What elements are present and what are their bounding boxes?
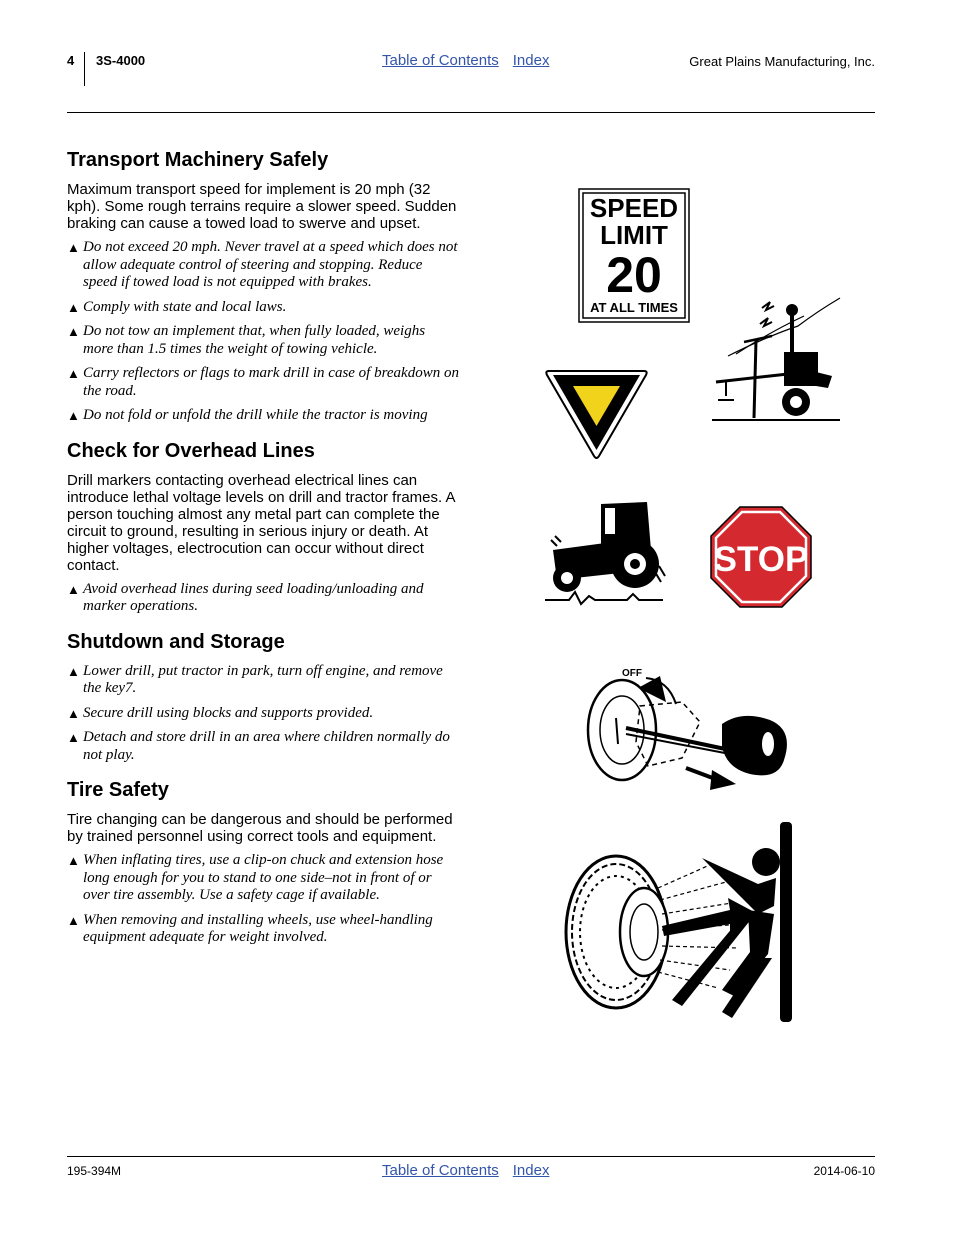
- bullet-item: ▲ Do not tow an implement that, when fully loaded, weighs more than 1.5 times the weight of towing vehicle.: [67, 323, 459, 358]
- tire-explosion-hazard-icon: [562, 818, 798, 1028]
- section-body: Drill markers contacting overhead electrical lines can introduce lethal voltage levels on drill and tractor frames. A person touching almost any metal part can complete the circuit to ground, resulting in serious injury or death. At higher voltages, electrocution can occur without direct contact.: [67, 471, 455, 574]
- section-shutdown: [67, 630, 459, 765]
- section-body: Tire changing can be dangerous and should be performed by trained personnel using correct tools and equipment.: [67, 811, 453, 845]
- ignition-off-label: OFF: [622, 668, 642, 679]
- ignition-key-off-icon: [582, 662, 794, 794]
- section-overhead-lines: [67, 439, 459, 616]
- header-rule: [67, 112, 875, 113]
- overhead-power-line-icon: [708, 296, 844, 422]
- footer-index-link[interactable]: Index: [512, 1162, 550, 1179]
- bullet-item: ▲ Detach and store drill in an area where children normally do not play.: [67, 729, 459, 764]
- header-divider: [84, 52, 85, 86]
- header-toc-link[interactable]: Table of Contents: [382, 52, 499, 69]
- bullet-item: ▲ Avoid overhead lines during seed loading/unloading and marker operations.: [67, 581, 459, 616]
- speed-sign-number: 20: [606, 247, 662, 303]
- footer-toc-link[interactable]: Table of Contents: [382, 1162, 499, 1179]
- bullet-item: ▲ Secure drill using blocks and supports provided.: [67, 705, 459, 723]
- footer-nav: [382, 1162, 549, 1179]
- section-title: Check for Overhead Lines: [67, 439, 315, 462]
- stop-sign-icon: [709, 505, 813, 609]
- yield-sign-icon: [543, 368, 650, 460]
- bullet-item: ▲ When inflating tires, use a clip-on chuck and extension hose long enough for you to stand to one side–not in front of or over tire assembly. Use a safety cage if available.: [67, 852, 459, 905]
- speed-sign-line3: AT ALL TIMES: [590, 300, 678, 315]
- footer-rule: [67, 1156, 875, 1157]
- section-transport: [67, 148, 459, 425]
- bullet-item: ▲ Lower drill, put tractor in park, turn off engine, and remove the key7.: [67, 663, 459, 698]
- content-column: [67, 148, 459, 954]
- stop-sign-text: STOP: [713, 540, 809, 579]
- page-number: 4: [67, 53, 75, 68]
- bullet-item: ▲ When removing and installing wheels, use wheel-handling equipment adequate for weight involved.: [67, 912, 459, 947]
- publication-date: 2014-06-10: [813, 1164, 875, 1178]
- part-number: 195-394M: [67, 1164, 122, 1178]
- bullet-item: ▲ Do not exceed 20 mph. Never travel at a speed which does not allow adequate control of steering and stopping. Reduce speed if towed load is not equipped with brakes.: [67, 239, 459, 292]
- section-title: Tire Safety: [67, 779, 169, 801]
- speed-sign-line1: SPEED: [589, 193, 679, 223]
- section-body: Maximum transport speed for implement is 20 mph (32 kph). Some rough terrains require a slower speed. Sudden braking can cause a towed load to swerve and upset.: [67, 181, 457, 232]
- bullet-item: ▲ Do not fold or unfold the drill while the tractor is moving: [67, 407, 459, 425]
- bullet-item: ▲ Carry reflectors or flags to mark drill in case of breakdown on the road.: [67, 365, 459, 400]
- bullet-item: ▲ Comply with state and local laws.: [67, 299, 459, 317]
- header-index-link[interactable]: Index: [512, 52, 550, 69]
- model-name: 3S-4000: [96, 53, 146, 68]
- section-title: Shutdown and Storage: [67, 630, 285, 653]
- speed-limit-sign-icon: [578, 188, 690, 323]
- speed-sign-line2: LIMIT: [600, 220, 668, 250]
- tractor-rough-terrain-icon: [543, 500, 671, 606]
- section-tire-safety: [67, 778, 459, 947]
- header-nav: [382, 52, 549, 69]
- section-title: Transport Machinery Safely: [67, 149, 329, 171]
- company-name: Great Plains Manufacturing, Inc.: [689, 54, 875, 69]
